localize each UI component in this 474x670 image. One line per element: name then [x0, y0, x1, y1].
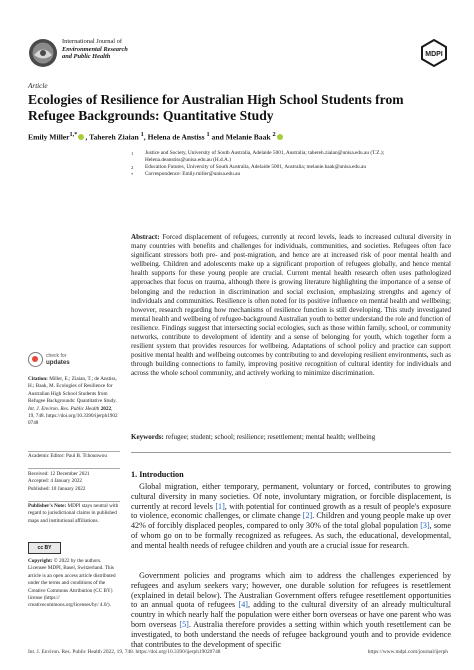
academic-editor [28, 453, 120, 460]
editor-name: Paul B. Tchounwou [66, 453, 107, 459]
footer-citation: Int. J. Environ. Res. Public Health 2022, 19, 748. https://doi.org/10.3390/ijerph19020748 [28, 649, 221, 655]
section-heading: 1. Introduction [131, 470, 184, 479]
author-affil-sup: 1 [206, 131, 210, 138]
abstract [131, 233, 451, 379]
affiliation-text: Education Futures, University of South Australia, Adelaide 5001, Australia; melanie.baak@unisa.edu.au [145, 164, 366, 170]
paragraph-text: . Children and young people make up over 42% of forcibly displaced peoples, compared to only 30% of the total global population [131, 511, 452, 531]
citation-year: 2022 [100, 405, 112, 412]
citation-link[interactable]: [2] [302, 511, 313, 521]
journal-logo-icon [28, 38, 58, 68]
affiliation-sup: * [131, 172, 134, 177]
keywords [131, 433, 451, 442]
author-affil-sup: 2 [272, 131, 276, 138]
paragraph-text: , with potential for continued growth as a result of people's exposure to violence, economic challenges, or climate change [131, 501, 451, 521]
journal-name-line3: and Public Health [62, 53, 111, 61]
mdpi-logo-icon [420, 39, 448, 67]
affiliation-item [131, 164, 451, 171]
citation-link[interactable]: [3] [420, 521, 430, 531]
citation-doi-link[interactable]: https://doi.org/10.3390/ijerph19020748 [28, 413, 118, 427]
abstract-text: Forced displacement of refugees, currently at record levels, leads to increased cultural diversity in many countries with benefits and challenges for individuals, communities, and societies. Refugees often face significant stressors both pre- and post-migration, and hence are at increased risk of poor mental health and wellbeing. Children and adolescents make up a significant proportion of refugees globally, and hence mental health supports for these young people are crucial. Current mental health research often uses pathologized approaches that focus on trauma, although there is growing literature highlighting the importance of a sense of belonging and the reduction in discrimination and social exclusion, emphasizing strengths and agency of individuals and communities. Resilience is often noted for its positive influence on mental health and wellbeing; however, research regarding how mechanisms of resilience function is still developing. This study investigated mental health and wellbeing of refugee-background Australian youth to better understand the role and function of resilience. Findings suggest that intersecting social ecologies, such as those within family, school, or community networks, contribute to development of identity and a sense of belonging for youth, which together form a resilient system that provides resources for wellbeing. Adaptations of school policy and practice can support positive mental health and wellbeing outcomes by contributing to and developing resilient environments, such as through building connections to family, improving positive recognition of cultural identity for individuals and across the whole school community, and actively working to minimize discrimination. [131, 233, 451, 378]
dates-block [28, 471, 120, 493]
affiliation-item [131, 150, 451, 164]
citation-link[interactable]: [4] [238, 600, 248, 610]
author-name[interactable]: , Tahereh Ziaian [85, 132, 139, 142]
left-separator [28, 451, 120, 452]
affiliation-sup: 2 [131, 165, 134, 170]
author-list [28, 131, 284, 142]
publisher-note [28, 503, 120, 525]
published-date: Published: 10 January 2022 [28, 485, 86, 492]
check-for-updates-button[interactable] [28, 350, 78, 370]
orcid-icon[interactable] [78, 134, 84, 140]
mdpi-logo-text: MDPI [425, 51, 443, 58]
accepted-date: Accepted: 4 January 2022 [28, 478, 83, 485]
keywords-label: Keywords: [131, 433, 164, 441]
citation-block [28, 376, 120, 428]
citation-text: Miller, E.; Ziaian, T.; de Anstiss, H.; Baak, M. Ecologies of Resilience for Australian High School Students from Refugee Backgrounds: Quantitative Study. [28, 376, 117, 405]
affiliation-text: Correspondence: Emily.miller@unisa.edu.au [145, 171, 241, 177]
citation-link[interactable]: [1] [215, 501, 225, 511]
left-separator [28, 468, 120, 469]
copyright-label: Copyright: [28, 558, 53, 564]
check-updates-label1: check for [46, 353, 67, 359]
citation-volume: , 19, 748. [28, 405, 113, 420]
citation-link[interactable]: [5] [179, 619, 189, 629]
author-affil-sup: 1 [140, 131, 144, 138]
paragraph-text: . Australia therefore provides a setting within which youth resettlement can be investigated, to both understand the needs of refugee background youth and to provide evidence that contributes to the development of specific [131, 619, 451, 649]
author-affil-sup: 1,* [69, 131, 78, 138]
paragraph-text: Government policies and programs which aim to address the challenges experienced by refugees and asylum seekers vary; however, one durable solution for refugees is resettlement (explained in detail below). The Australian Government offers refugee resettlement opportunities to an annual quota of refugees [131, 571, 451, 610]
citation-journal: Int. J. Environ. Res. Public Health [28, 405, 100, 412]
check-updates-icon [28, 352, 43, 367]
article-type: Article [28, 82, 48, 90]
editor-label: Academic Editor: [28, 453, 65, 459]
paragraph-text: , adding to the cultural diversity of an already multicultural country in which nearly half the population were either born overseas or have one parent who was born overseas [131, 600, 451, 629]
paragraph-text: Global migration, either temporary, permanent, voluntary or forced, contributes to growing cultural diversity in many societies. Of note, involuntary migration, or forcible displacement, is currently at record levels [131, 482, 451, 511]
affiliation-sup: 1 [131, 151, 134, 156]
check-updates-label2: updates [46, 359, 70, 366]
intro-paragraph-2 [131, 571, 451, 649]
journal-name-line2: Environmental Research [62, 45, 128, 53]
author-name[interactable]: Emily Miller [28, 132, 70, 142]
affiliation-text: Justice and Society, University of South Australia, Adelaide 5001, Australia; tahereh.ziaian@unisa.edu.au (T.Z.); Helena.deanstiss@unisa.edu.au (H.d.A.) [145, 150, 385, 163]
copyright-block [28, 558, 120, 610]
left-separator [28, 501, 120, 502]
journal-name [62, 38, 128, 61]
paragraph-text: , some of whom go on to be formally recognized as refugees. As such, the educational, developmental, and mental health needs of refugee children and youth are a crucial issue for research. [131, 521, 451, 550]
footer-journal-link[interactable]: https://www.mdpi.com/journal/ijerph [367, 649, 448, 655]
copyright-text: © 2022 by the authors. Licensee MDPI, Basel, Switzerland. This article is an open access article distributed under the terms and conditions of the Creative Commons Attribution (CC BY) license (https:// creativecommons.org/licenses/by/ 4.0/). [28, 558, 116, 609]
section-divider [131, 452, 451, 453]
keywords-text: refugee; student; school; resilience; resettlement; mental health; wellbeing [165, 433, 376, 441]
affiliation-item [131, 171, 451, 178]
author-name[interactable]: , Helena de Anstiss [143, 132, 205, 142]
cc-by-license-badge[interactable]: cc BY [28, 542, 61, 554]
publisher-note-label: Publisher's Note: [28, 503, 67, 509]
journal-name-line1: International Journal of [62, 38, 122, 45]
received-date: Received: 12 December 2021 [28, 471, 90, 477]
abstract-label: Abstract: [131, 233, 160, 241]
affiliations [131, 150, 451, 178]
intro-paragraph-1 [131, 482, 451, 551]
article-title: Ecologies of Resilience for Australian High School Students from Refugee Backgrounds: Quantitative Study [28, 92, 404, 123]
orcid-icon[interactable] [277, 134, 283, 140]
author-name[interactable]: and Melanie Baak [211, 132, 271, 142]
citation-label: Citation: [28, 376, 48, 382]
publisher-note-text: MDPI stays neutral with regard to jurisdictional claims in published maps and institutional affiliations. [28, 503, 119, 524]
